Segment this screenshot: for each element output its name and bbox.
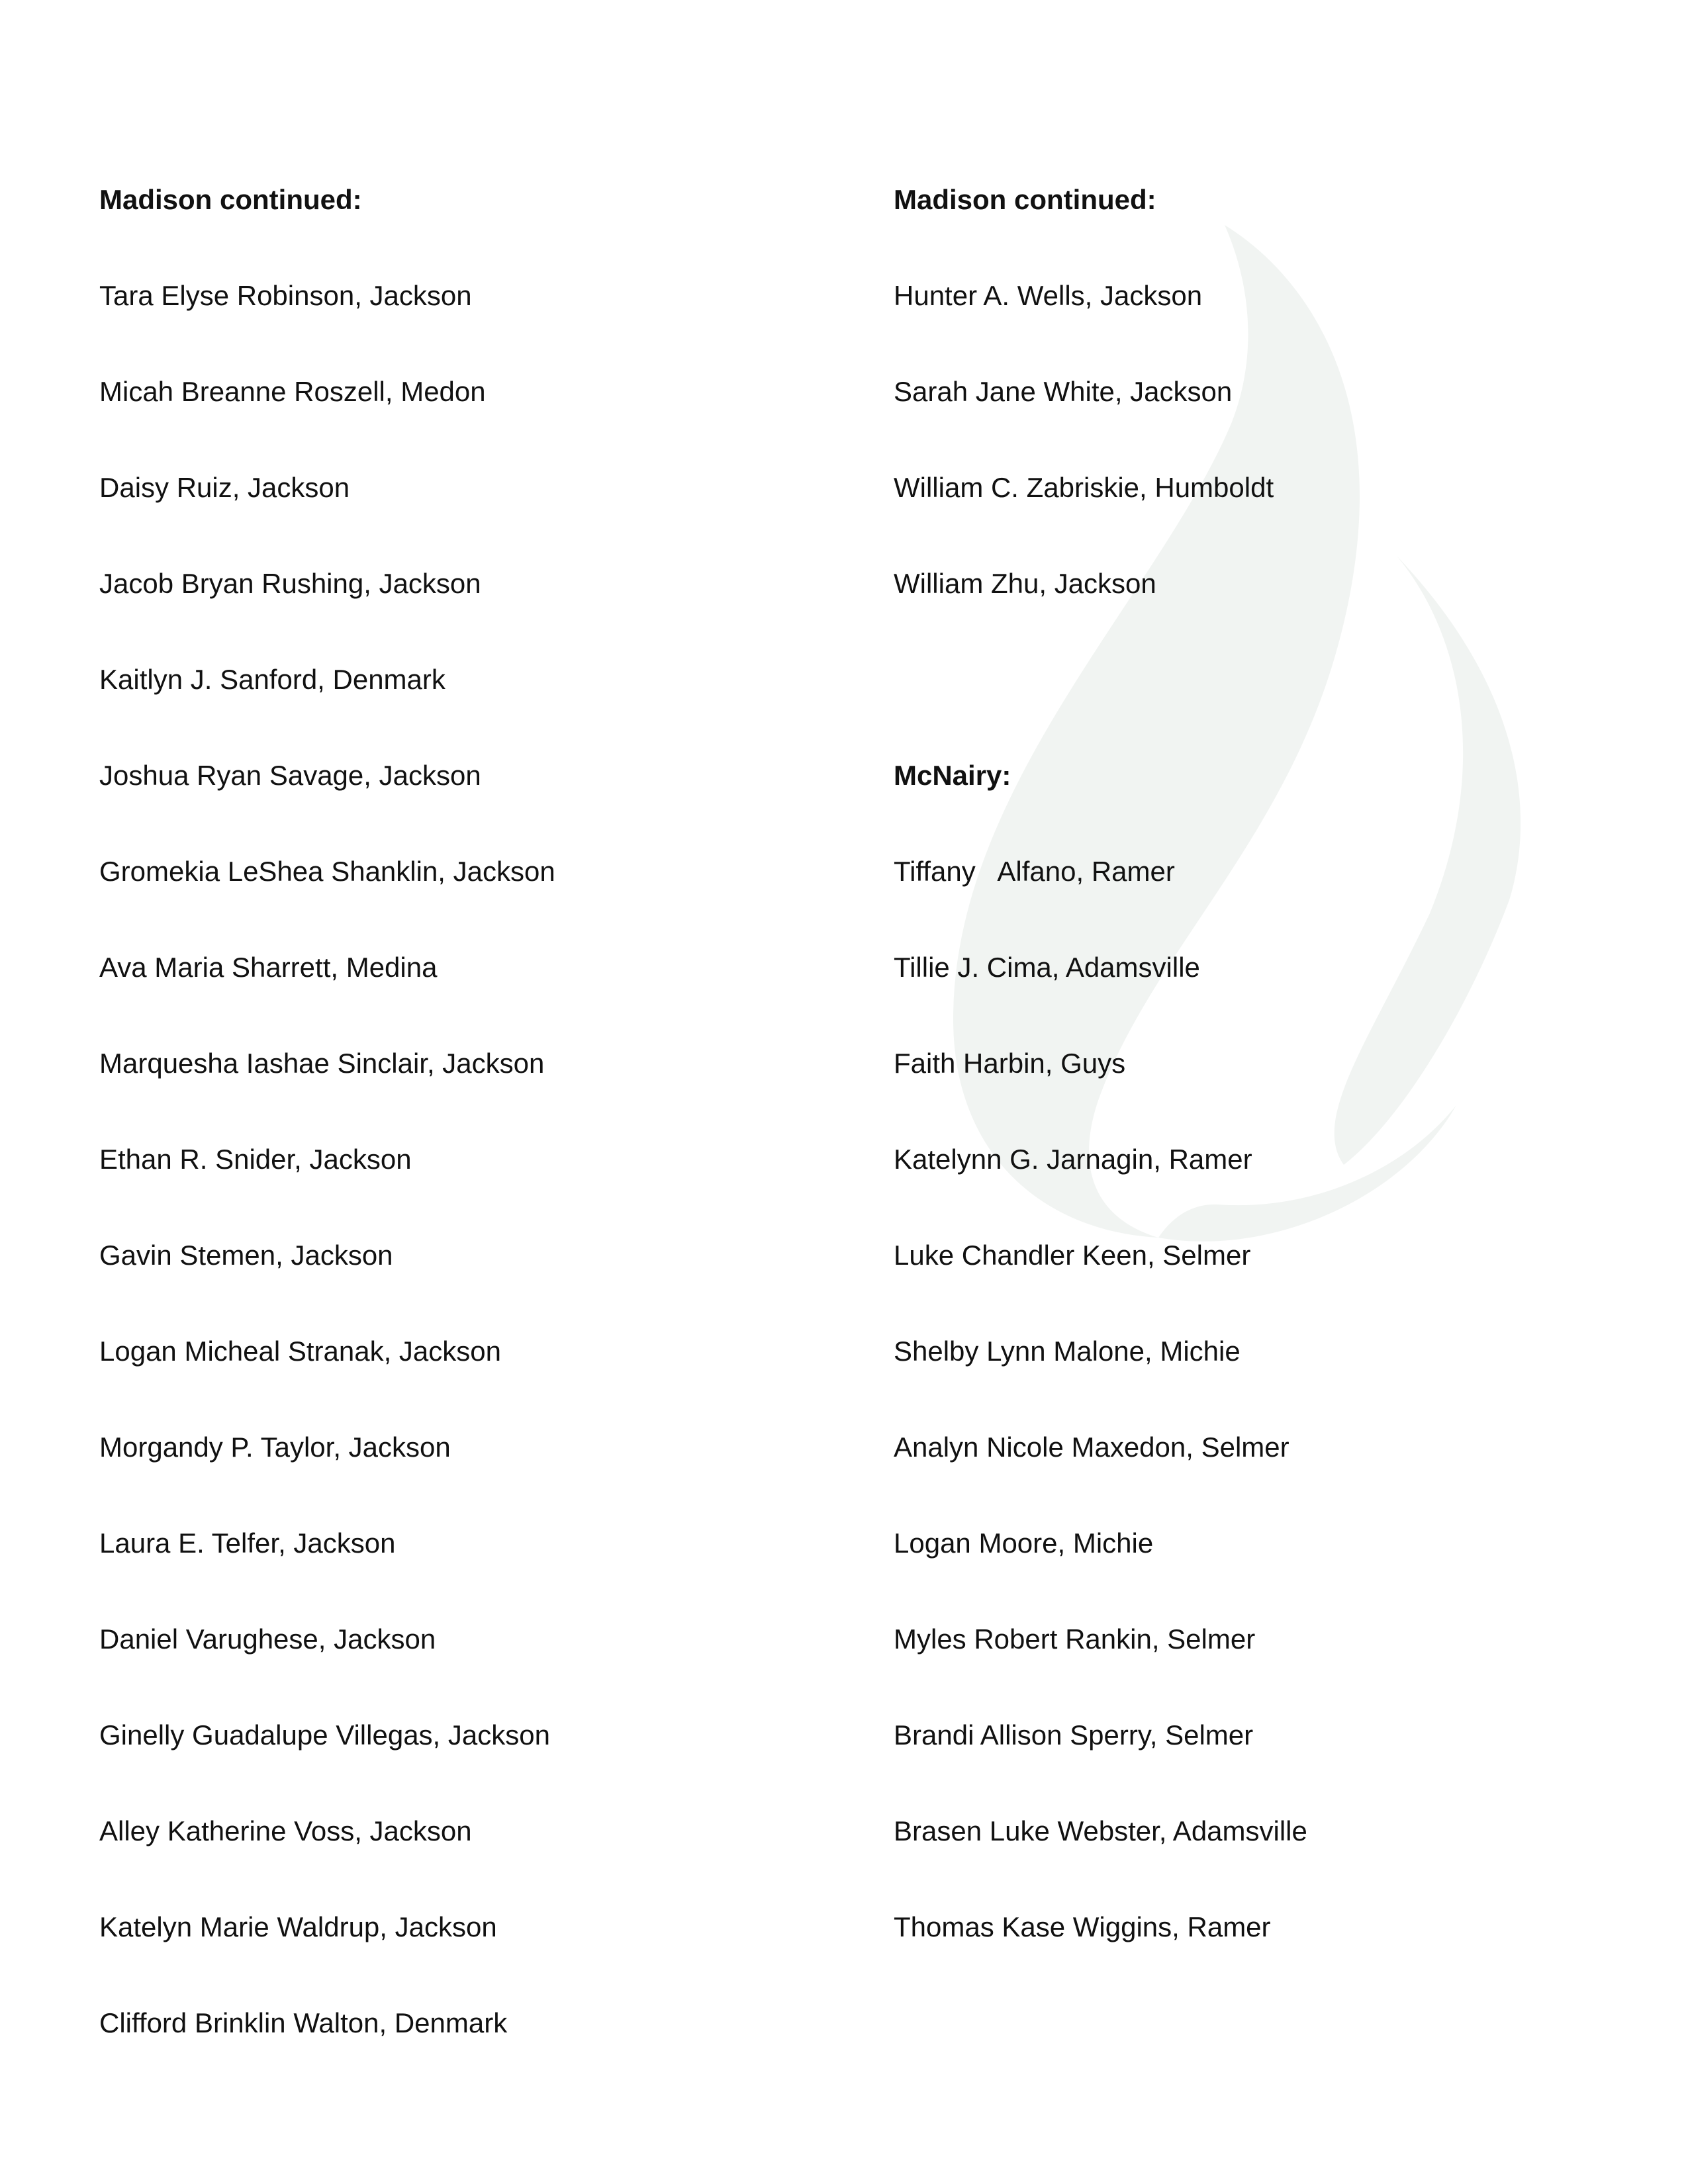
list-item: Daisy Ruiz, Jackson	[99, 472, 350, 503]
list-item: William Zhu, Jackson	[894, 568, 1156, 599]
list-item: Jacob Bryan Rushing, Jackson	[99, 568, 481, 599]
list-item: Logan Moore, Michie	[894, 1527, 1154, 1559]
list-item: Shelby Lynn Malone, Michie	[894, 1336, 1241, 1367]
list-item: Brasen Luke Webster, Adamsville	[894, 1815, 1307, 1846]
list-item: Kaitlyn J. Sanford, Denmark	[99, 664, 445, 695]
list-item: Laura E. Telfer, Jackson	[99, 1527, 396, 1559]
list-item: Thomas Kase Wiggins, Ramer	[894, 1911, 1271, 1942]
list-item: Katelyn Marie Waldrup, Jackson	[99, 1911, 497, 1942]
section-heading-mcnairy: McNairy:	[894, 760, 1011, 791]
list-item: Faith Harbin, Guys	[894, 1048, 1126, 1079]
list-item: Gromekia LeShea Shanklin, Jackson	[99, 856, 555, 887]
list-item: Ava Maria Sharrett, Medina	[99, 952, 438, 983]
list-item: Myles Robert Rankin, Selmer	[894, 1623, 1256, 1655]
list-item: Katelynn G. Jarnagin, Ramer	[894, 1144, 1252, 1175]
list-item: Alley Katherine Voss, Jackson	[99, 1815, 472, 1846]
section-heading-madison: Madison continued:	[99, 184, 362, 215]
list-item: Sarah Jane White, Jackson	[894, 376, 1233, 407]
list-item: Morgandy P. Taylor, Jackson	[99, 1432, 451, 1463]
list-item: Tillie J. Cima, Adamsville	[894, 952, 1200, 983]
list-item: Logan Micheal Stranak, Jackson	[99, 1336, 502, 1367]
list-item: Gavin Stemen, Jackson	[99, 1240, 393, 1271]
list-item: Clifford Brinklin Walton, Denmark	[99, 2007, 508, 2038]
list-item: Luke Chandler Keen, Selmer	[894, 1240, 1251, 1271]
list-item: Tara Elyse Robinson, Jackson	[99, 280, 472, 311]
section-heading-madison: Madison continued:	[894, 184, 1156, 215]
list-item: Tiffany Alfano, Ramer	[894, 856, 1175, 887]
list-item: Brandi Allison Sperry, Selmer	[894, 1719, 1254, 1751]
list-item: Hunter A. Wells, Jackson	[894, 280, 1203, 311]
list-item: Marquesha Iashae Sinclair, Jackson	[99, 1048, 545, 1079]
list-item: Joshua Ryan Savage, Jackson	[99, 760, 481, 791]
list-item: Daniel Varughese, Jackson	[99, 1623, 436, 1655]
flame-inner-shape	[1335, 556, 1521, 1165]
list-item: Micah Breanne Roszell, Medon	[99, 376, 486, 407]
list-item: William C. Zabriskie, Humboldt	[894, 472, 1274, 503]
list-item: Analyn Nicole Maxedon, Selmer	[894, 1432, 1289, 1463]
list-item: Ethan R. Snider, Jackson	[99, 1144, 412, 1175]
list-item: Ginelly Guadalupe Villegas, Jackson	[99, 1719, 550, 1751]
